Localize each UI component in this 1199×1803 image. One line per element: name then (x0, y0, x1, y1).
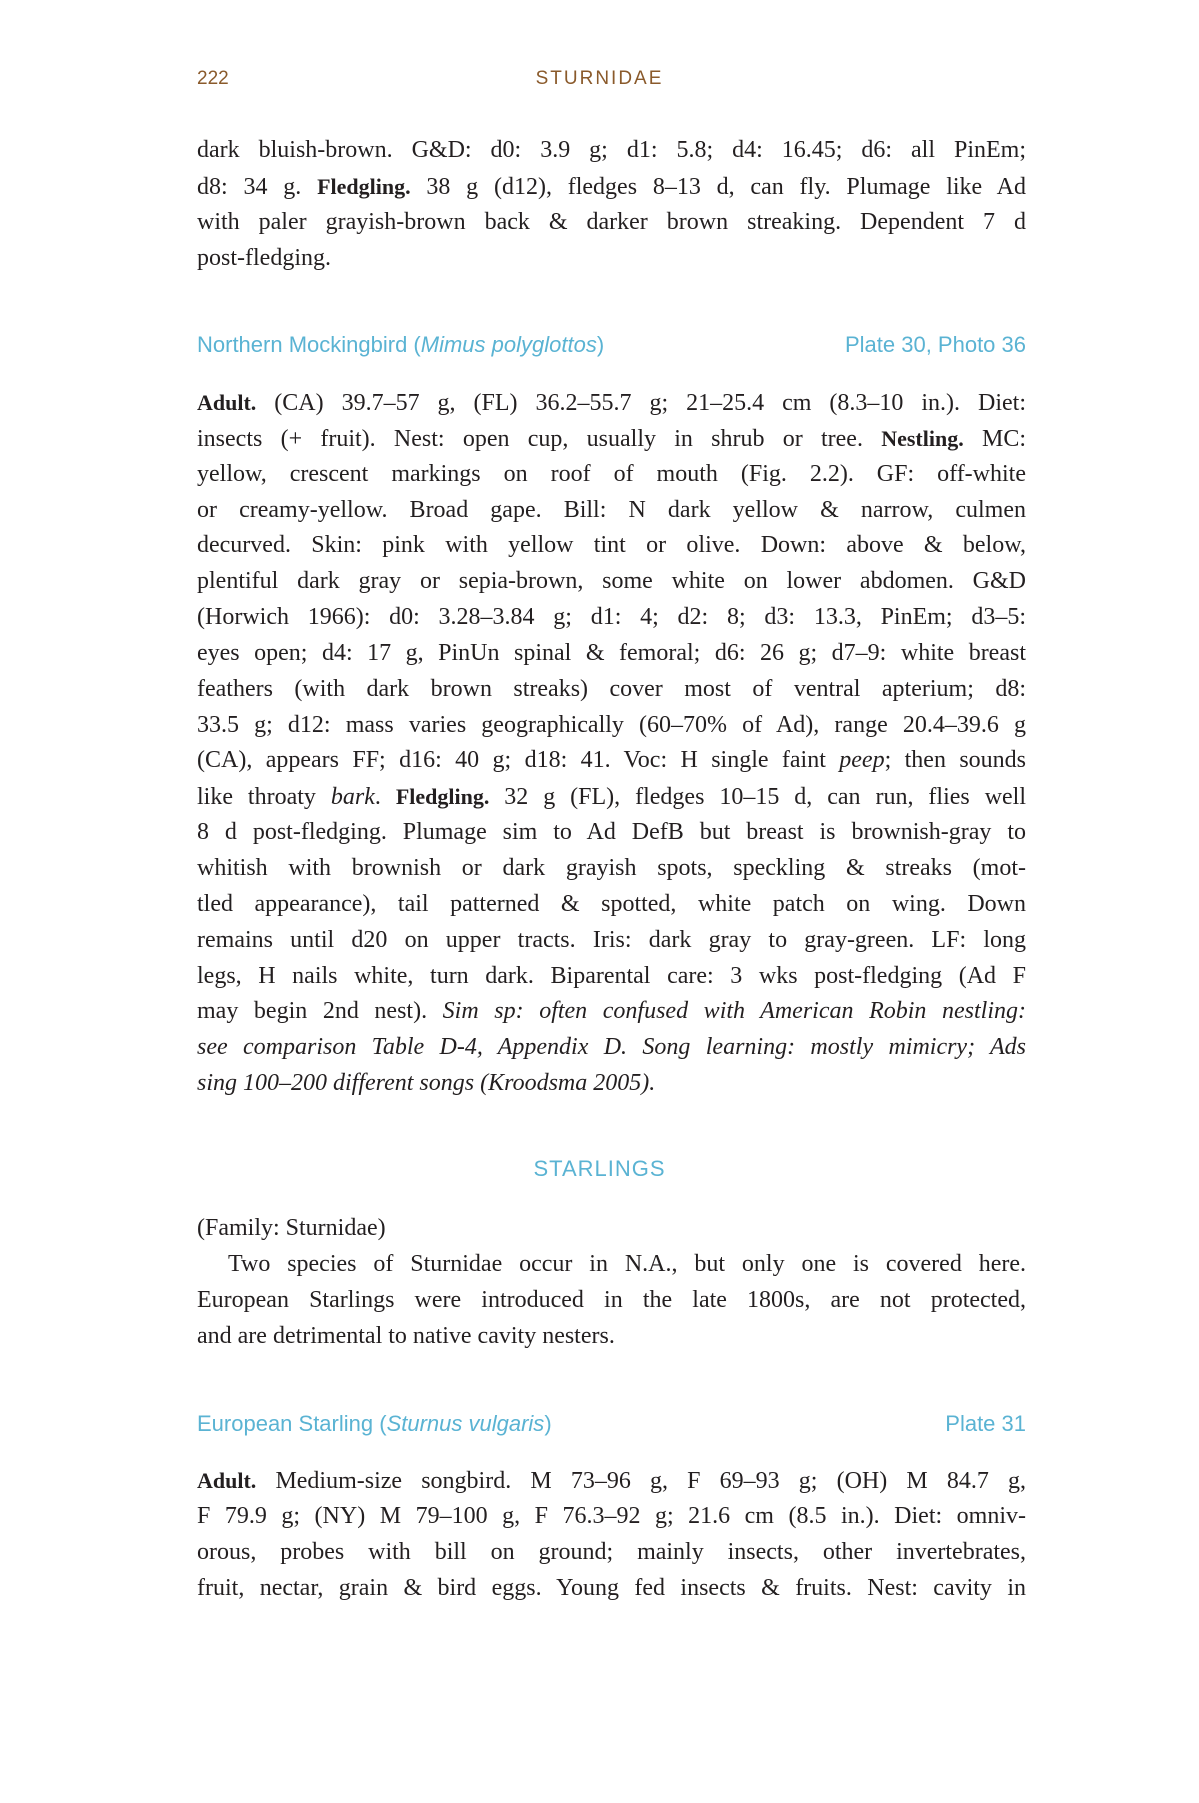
text-run: insects (+ fruit). Nest: open cup, usually in shrub or tree. (197, 425, 882, 452)
text-run: . (374, 784, 396, 811)
text-run: (Family: Sturnidae) (197, 1215, 386, 1241)
text-line (197, 923, 1026, 959)
text-line (197, 672, 1026, 708)
text-run: European Starlings were introduced in the late 1800s, are not protected, (197, 1286, 1026, 1313)
text-line (197, 994, 1026, 1030)
text-run: remains until d20 on upper tracts. Iris: dark gray to gray-green. LF: long (197, 926, 1026, 953)
starling-account (197, 1463, 1026, 1606)
page-number: 222 (197, 68, 229, 89)
text-run: (Horwich 1966): d0: 3.28–3.84 g; d1: 4; d2: 8; d3: 13.3, PinEm; d3–5: (197, 604, 1026, 631)
text-line (197, 241, 1026, 277)
text-line (197, 1247, 1026, 1283)
text-line (197, 1319, 1026, 1355)
text-run: 32 g (FL), fledges 10–15 d, can run, flies well (489, 784, 1027, 811)
plate-reference: Plate 31 (945, 1411, 1026, 1436)
text-run: legs, H nails white, turn dark. Biparental care: 3 wks post-fledging (Ad F (197, 962, 1026, 989)
text-run: Medium-size songbird. M 73–96 g, F 69–93 g; (OH) M 84.7 g, (256, 1468, 1026, 1494)
text-run: eyes open; d4: 17 g, PinUn spinal & femoral; d6: 26 g; d7–9: white breast (197, 639, 1026, 666)
text-line (197, 815, 1026, 851)
bold-label: Nestling. (881, 425, 964, 451)
text-run: may begin 2nd nest). (197, 998, 443, 1025)
text-run: whitish with brownish or dark grayish spots, speckling & streaks (mot- (197, 854, 1026, 881)
text-run: or creamy-yellow. Broad gape. Bill: N dark yellow & narrow, culmen (197, 496, 1026, 523)
text-run: (CA) 39.7–57 g, (FL) 36.2–55.7 g; 21–25.4 cm (8.3–10 in.). Diet: (256, 390, 1026, 416)
mockingbird-account (197, 385, 1026, 1102)
italic-text: bark (330, 784, 375, 811)
text-line (197, 1535, 1026, 1571)
bold-label: Adult. (197, 1468, 257, 1493)
text-run: plentiful dark gray or sepia-brown, some white on lower abdomen. G&D (197, 568, 1026, 595)
text-line (197, 528, 1026, 564)
italic-text: Sim sp: often confused with American Robin nestling: (442, 998, 1026, 1025)
text-line (197, 205, 1026, 241)
text-line (197, 421, 1026, 457)
text-line (197, 1211, 1026, 1247)
text-run: dark bluish-brown. G&D: d0: 3.9 g; d1: 5.8; d4: 16.45; d6: all PinEm; (197, 137, 1026, 163)
text-line (197, 600, 1026, 636)
text-run: (CA), appears FF; d16: 40 g; d18: 41. Voc: H single faint (197, 747, 840, 774)
plate-reference: Plate 30, Photo 36 (844, 332, 1026, 357)
text-run: post-fledging. (197, 244, 331, 271)
text-line (197, 743, 1026, 779)
text-line (197, 1499, 1026, 1535)
text-run: yellow, crescent markings on roof of mouth (Fig. 2.2). GF: off-white (197, 460, 1026, 487)
text-run: 8 d post-fledging. Plumage sim to Ad DefB but breast is brownish-gray to (197, 819, 1026, 846)
text-line (197, 133, 1026, 169)
text-line (197, 385, 1026, 421)
text-run: with paler grayish-brown back & darker brown streaking. Dependent 7 d (197, 208, 1026, 235)
bold-label: Adult. (197, 390, 257, 415)
species-heading-mockingbird (197, 332, 1026, 358)
text-run: and are detrimental to native cavity nesters. (197, 1322, 615, 1349)
italic-text: peep (839, 747, 885, 774)
text-line (197, 1571, 1026, 1607)
bold-label: Fledgling. (317, 173, 411, 199)
running-head: STURNIDAE (535, 68, 664, 89)
species-name: European Starling (Sturnus vulgaris) (197, 1411, 552, 1436)
text-line (197, 779, 1026, 815)
continued-paragraph (197, 133, 1026, 276)
text-line (197, 1030, 1026, 1066)
species-name: Northern Mockingbird (Mimus polyglottos) (197, 332, 605, 357)
text-run: ; then sounds (884, 747, 1026, 774)
text-run: orous, probes with bill on ground; mainly insects, other invertebrates, (197, 1538, 1026, 1565)
text-run: decurved. Skin: pink with yellow tint or olive. Down: above & below, (197, 532, 1026, 559)
text-line (197, 959, 1026, 995)
text-run: F 79.9 g; (NY) M 79–100 g, F 76.3–92 g; 21.6 cm (8.5 in.). Diet: omniv- (197, 1502, 1026, 1529)
text-line (197, 564, 1026, 600)
text-run: d8: 34 g. (197, 173, 318, 200)
text-line (197, 493, 1026, 529)
text-run: 33.5 g; d12: mass varies geographically (60–70% of Ad), range 20.4–39.6 g (197, 711, 1026, 738)
text-run: fruit, nectar, grain & bird eggs. Young fed insects & fruits. Nest: cavity in (197, 1574, 1026, 1601)
text-line (197, 1283, 1026, 1319)
text-line (197, 1463, 1026, 1499)
section-title: STARLINGS (533, 1156, 666, 1181)
family-intro (197, 1211, 1026, 1354)
text-run: MC: (963, 425, 1026, 452)
text-run: Two species of Sturnidae occur in N.A., but only one is covered here. (228, 1250, 1026, 1277)
text-line (197, 851, 1026, 887)
text-line (197, 636, 1026, 672)
text-line (197, 708, 1026, 744)
text-line (197, 1066, 1026, 1102)
italic-text: see comparison Table D-4, Appendix D. Song learning: mostly mimicry; Ads (197, 1034, 1026, 1061)
text-line (197, 887, 1026, 923)
text-line (197, 457, 1026, 493)
text-run: tled appearance), tail patterned & spotted, white patch on wing. Down (197, 890, 1026, 917)
text-run: like throaty (197, 784, 331, 811)
bold-label: Fledgling. (395, 784, 490, 810)
species-heading-starling (197, 1411, 1026, 1437)
text-line (197, 169, 1026, 205)
text-run: feathers (with dark brown streaks) cover most of ventral apterium; d8: (197, 675, 1026, 702)
italic-text: sing 100–200 different songs (Kroodsma 2005). (197, 1070, 656, 1097)
text-run: 38 g (d12), fledges 8–13 d, can fly. Plumage like Ad (410, 173, 1026, 200)
